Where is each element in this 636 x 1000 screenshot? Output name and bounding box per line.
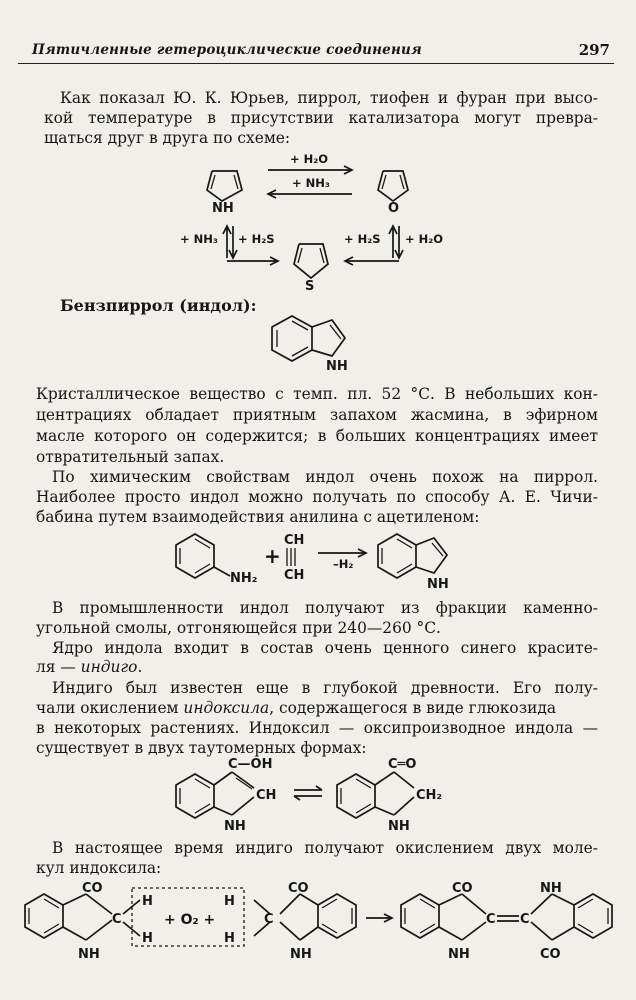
section-title-indole: Бензпиррол (индол): bbox=[60, 296, 257, 315]
c-label-2: C bbox=[264, 912, 274, 927]
para3-line-1: В промышленности индол получают из фракции каменно- bbox=[52, 599, 598, 617]
running-header bbox=[18, 41, 614, 64]
para6-line-1: В настоящее время индиго получают окислением двух моле- bbox=[52, 839, 598, 857]
plus-sign: + bbox=[264, 544, 281, 568]
h-label-1: H bbox=[142, 894, 153, 909]
ch2-label: CH₂ bbox=[416, 788, 443, 803]
intro-line-2: кой температуре в присутствии катализатора могут превра- bbox=[44, 109, 598, 127]
thiophene-s: S bbox=[305, 279, 315, 294]
nh-label-4: NH bbox=[540, 881, 562, 896]
para5-line-4: существует в двух таутомерных формах: bbox=[36, 739, 367, 757]
page-number: 297 bbox=[578, 41, 610, 59]
para5-line-2-end: , содержащегося в виде глюкозида bbox=[269, 699, 556, 717]
c-label-4: C bbox=[520, 912, 530, 927]
para4-line-2-text: ля — bbox=[36, 658, 81, 676]
nh-label-3: NH bbox=[448, 947, 470, 962]
para6-line-2: кул индоксила: bbox=[36, 859, 162, 877]
para2-line-2: Наиболее просто индол можно получать по способу А. Е. Чичи- bbox=[36, 488, 598, 506]
para5-line-3: в некоторых растениях. Индоксил — оксипроизводное индола — bbox=[36, 719, 598, 737]
indole-nh: NH bbox=[326, 359, 348, 374]
furan-o: O bbox=[388, 201, 400, 216]
product-nh: NH bbox=[427, 577, 449, 592]
para1-line-1: Кристаллическое вещество с темп. пл. 52 °С. В небольших кон- bbox=[36, 385, 598, 403]
right-label-h2o: + H₂O bbox=[405, 232, 444, 246]
nh-label-1: NH bbox=[78, 947, 100, 962]
arrow-label-h2o-top: + H₂O bbox=[290, 152, 329, 166]
left-label-nh3: + NH₃ bbox=[180, 232, 218, 246]
co-label-4: CO bbox=[540, 947, 561, 962]
nh2-label: NH₂ bbox=[230, 571, 258, 586]
para1-line-2: центрациях обладает приятным запахом жасмина, в эфирном bbox=[36, 406, 598, 424]
para1-line-4: отвратительный запах. bbox=[36, 448, 225, 466]
arrow-label-nh3-top: + NH₃ bbox=[292, 176, 330, 190]
right-label-h2s: + H₂S bbox=[344, 232, 381, 246]
ch-label: CH bbox=[256, 788, 277, 803]
c-oh-label: C—OH bbox=[228, 757, 273, 772]
pyrrole-ring bbox=[207, 171, 242, 201]
thiophene-ring bbox=[294, 244, 328, 278]
nh-right-label: NH bbox=[388, 819, 410, 834]
term-indigo: индиго bbox=[80, 658, 138, 676]
c-label-3: C bbox=[486, 912, 496, 927]
h-label-2: H bbox=[142, 931, 153, 946]
indoxyl-tautomers bbox=[0, 752, 636, 832]
para3-line-2: угольной смолы, отгоняющейся при 240—260 °С. bbox=[36, 619, 441, 637]
interconversion-scheme bbox=[0, 148, 636, 298]
para5-line-2 bbox=[36, 698, 598, 718]
left-label-h2s: + H₂S bbox=[238, 232, 275, 246]
plus-o2-plus: + O₂ + bbox=[164, 912, 216, 928]
co-label-3: CO bbox=[452, 881, 473, 896]
term-indoxyl: индоксила bbox=[183, 699, 270, 717]
running-head-title: Пятичленные гетероциклические соединения bbox=[32, 42, 422, 58]
nh-label-2: NH bbox=[290, 947, 312, 962]
h-label-3: H bbox=[224, 894, 235, 909]
h-label-4: H bbox=[224, 931, 235, 946]
minus-h2-label: –H₂ bbox=[333, 557, 354, 571]
para2-line-3: бабина путем взаимодействия анилина с ацетиленом: bbox=[36, 508, 480, 526]
ch-bottom: CH bbox=[284, 568, 305, 583]
co-label-2: CO bbox=[288, 881, 309, 896]
intro-line-3: щаться друг в друга по схеме: bbox=[44, 129, 291, 147]
para1-line-3: масле которого он содержится; в больших концентрациях имеет bbox=[36, 427, 598, 445]
para4-line-1: Ядро индола входит в состав очень ценного синего красите- bbox=[52, 639, 598, 657]
aniline-acetylene-reaction bbox=[0, 528, 636, 598]
indigo-formation-scheme bbox=[0, 878, 636, 978]
intro-line-1: Как показал Ю. К. Юрьев, пиррол, тиофен и фуран при высо- bbox=[60, 89, 598, 107]
para2-line-1: По химическим свойствам индол очень похож на пиррол. bbox=[52, 468, 598, 486]
furan-ring bbox=[378, 171, 408, 201]
para4-line-2-end: . bbox=[137, 658, 143, 676]
pyrrole-nh: NH bbox=[212, 201, 234, 216]
nh-left-label: NH bbox=[224, 819, 246, 834]
para5-line-1: Индиго был известен еще в глубокой древности. Его полу- bbox=[52, 679, 598, 697]
indole-structure bbox=[270, 316, 380, 391]
ch-top: CH bbox=[284, 533, 305, 548]
c-o-label: C═O bbox=[388, 757, 417, 772]
para4-line-2 bbox=[36, 657, 142, 677]
c-label-1: C bbox=[112, 912, 122, 927]
co-label-1: CO bbox=[82, 881, 103, 896]
para5-line-2-start: чали окислением bbox=[36, 699, 184, 717]
